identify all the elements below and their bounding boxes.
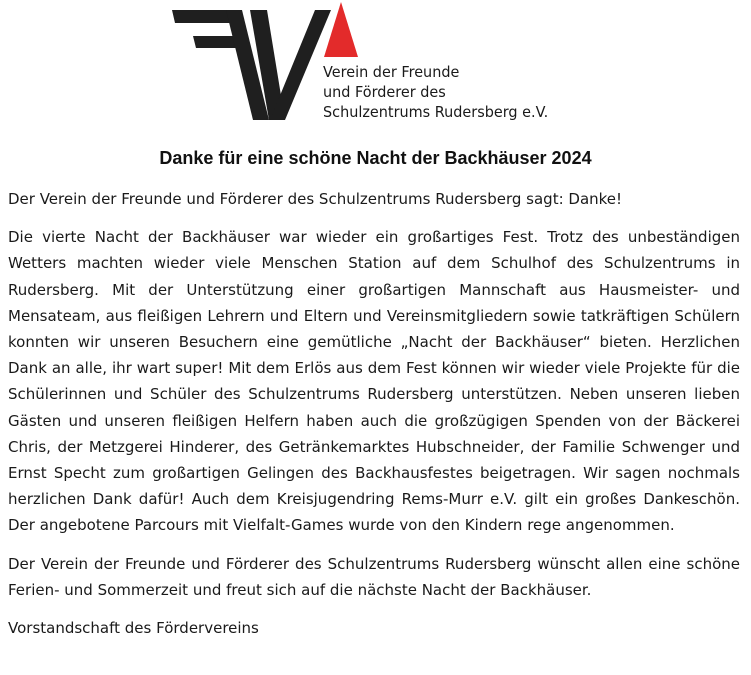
logo-text (323, 62, 548, 122)
main-paragraph: Die vierte Nacht der Backhäuser war wieder ein großartiges Fest. Trotz des unbeständigen Wetters machten wieder viele Menschen Station auf dem Schulhof des Schulzentrums in Rudersberg. Mit der Unterstützung einer großartigen Mannschaft aus Hausmeister- und Mensateam, aus fleißigen Lehrern und Eltern und Vereinsmitgliedern sowie tatkräftigen Schülern konnten wir unseren Besuchern eine gemütliche „Nacht der Backhäuser“ bieten. Herzlichen Dank an alle, ihr wart super! Mit dem Erlös aus dem Fest können wir wieder viele Projekte für die Schülerinnen und Schüler des Schulzentrums Rudersberg unterstützen. Neben unseren lieben Gästen und unseren fleißigen Helfern haben auch die großzügigen Spenden von der Bäckerei Chris, der Metzgerei Hinderer, des Getränkemarktes Hubschneider, der Familie Schwenger und Ernst Specht zum großartigen Gelingen des Backhausfestes beigetragen. Wir sagen nochmals herzlichen Dank dafür! Auch dem Kreisjugendring Rems-Murr e.V. gilt ein großes Dankeschön. Der angebotene Parcours mit Vielfalt-Games wurde von den Kindern rege angenommen. (8, 228, 740, 535)
page-title: Danke für eine schöne Nacht der Backhäuser 2024 (159, 148, 592, 168)
article-body (8, 186, 740, 641)
logo-line-3: Schulzentrums Rudersberg e.V. (323, 103, 549, 121)
closing-paragraph: Der Verein der Freunde und Förderer des Schulzentrums Rudersberg wünscht allen eine schöne Ferien- und Sommerzeit und freut sich auf die nächste Nacht der Backhäuser. (8, 554, 740, 599)
logo-line-2: und Förderer des (323, 83, 446, 101)
logo-line-1: Verein der Freunde (323, 63, 460, 81)
association-logo (170, 2, 550, 126)
signature: Vorstandschaft des Fördervereins (8, 619, 259, 638)
lead-paragraph: Der Verein der Freunde und Förderer des Schulzentrums Rudersberg sagt: Danke! (8, 190, 623, 208)
